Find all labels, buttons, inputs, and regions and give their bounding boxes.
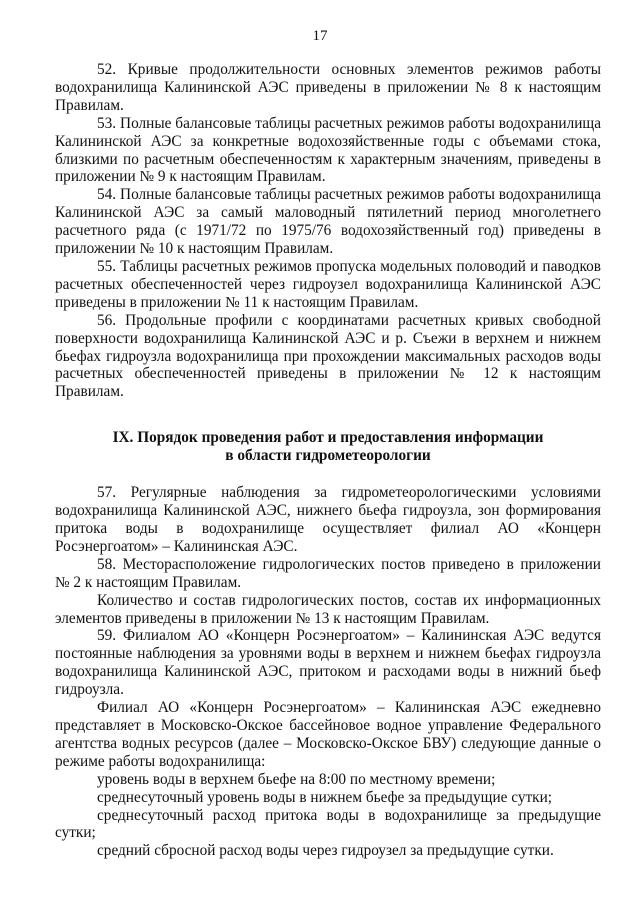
page-number: 17: [312, 28, 328, 44]
list-item: среднесуточный уровень воды в нижнем бьефе за предыдущие сутки;: [97, 788, 553, 806]
section-heading-line-1: IX. Порядок проведения работ и предоставления информации: [112, 429, 544, 447]
section-heading: [55, 429, 601, 465]
paragraph-55: 55. Таблицы расчетных режимов пропуска модельных половодий и паводков расчетных обеспеченностей через гидроузел водохранилища Калининской АЭС приведены в приложении № 11 к настоящим Правилам.: [55, 257, 601, 311]
paragraph-58: 58. Месторасположение гидрологических постов приведено в приложении № 2 к настоящим Правилам.: [55, 555, 601, 591]
paragraph-posts: Количество и состав гидрологических постов, состав их информационных элементов приведены в приложении № 13 к настоящим Правилам.: [55, 591, 601, 627]
paragraph-daily-report: Филиал АО «Концерн Росэнергоатом» – Калининская АЭС ежедневно представляет в Московско-Окское бассейновое водное управление Федерального агентства водных ресурсов (далее – Московско-Окское БВУ) следующие данные о режиме работы водохранилища:: [55, 699, 601, 770]
paragraph-57: 57. Регулярные наблюдения за гидрометеорологическими условиями водохранилища Калининской АЭС, нижнего бьефа гидроузла, зон формирования притока воды в водохранилище осуществляет филиал АО «Концерн Росэнергоатом» – Калининская АЭС.: [55, 484, 601, 555]
paragraph-53: 53. Полные балансовые таблицы расчетных режимов работы водохранилища Калининской АЭС за конкретные водохозяйственные годы с объемами стока, близкими по расчетным обеспеченностям к характерным значениям, приведены в приложении № 9 к настоящим Правилам.: [55, 114, 601, 186]
paragraph-54: 54. Полные балансовые таблицы расчетных режимов работы водохранилища Калининской АЭС за самый маловодный пятилетний период многолетнего расчетного ряда (с 1971/72 по 1975/76 водохозяйственный год) приведены в приложении № 10 к настоящим Правилам.: [55, 186, 601, 258]
paragraph-56: 56. Продольные профили с координатами расчетных кривых свободной поверхности водохранилища Калининской АЭС и р. Съежи в верхнем и нижнем бьефах гидроузла водохранилища при прохождении максимальных расходов воды расчетных обеспеченностей приведены в приложении № 12 к настоящим Правилам.: [55, 311, 601, 401]
list-item: среднесуточный расход притока воды в водохранилище за предыдущие сутки;: [55, 806, 601, 842]
paragraph-59: 59. Филиалом АО «Концерн Росэнергоатом» – Калининская АЭС ведутся постоянные наблюдения за уровнями воды в верхнем и нижнем бьефах гидроузла водохранилища Калининской АЭС, притоком и расходами воды в нижний бьеф гидроузла.: [55, 627, 601, 699]
list-item: средний сбросной расход воды через гидроузел за предыдущие сутки.: [97, 842, 554, 860]
section-heading-line-2: в области гидрометеорологии: [225, 447, 431, 465]
list-item: уровень воды в верхнем бьефе на 8:00 по местному времени;: [97, 770, 496, 788]
paragraph-52: 52. Кривые продолжительности основных элементов режимов работы водохранилища Калининской АЭС приведены в приложении № 8 к настоящим Правилам.: [55, 61, 601, 114]
document-body: [55, 61, 601, 860]
